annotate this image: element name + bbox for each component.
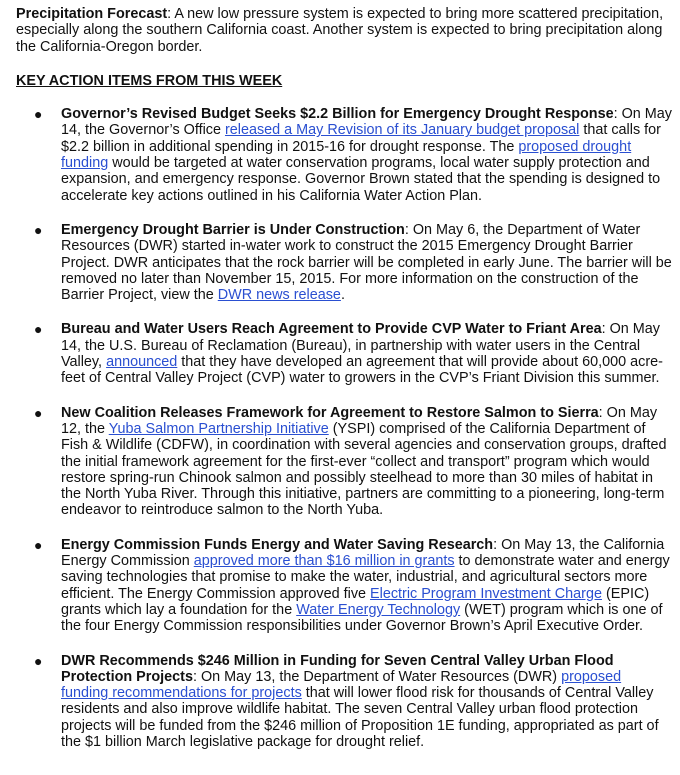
inline-link[interactable]: proposed funding recommendations for projects [61,668,622,702]
body-text: : On May 14, the Governor’s Office [61,106,672,139]
action-item-title: Bureau and Water Users Reach Agreement to Provide CVP Water to Friant Area [61,321,602,338]
action-items-list [16,106,672,750]
body-text: that they have developed an agreement that will provide about 60,000 acre-feet of Central Valley Project (CVP) water to growers in the CVP’s Friant Division this summer. [61,354,663,387]
body-text: : On May 13, the Department of Water Resources (DWR) [192,668,562,685]
bullet-icon: ● [34,404,43,421]
inline-link[interactable]: Water Energy Technology [296,601,461,618]
intro-label: Precipitation Forecast [16,6,168,22]
inline-link[interactable]: DWR news release [217,287,341,304]
bullet-icon: ● [34,321,43,338]
inline-link[interactable]: released a May Revision of its January budget proposal [224,122,580,139]
action-item [16,405,672,519]
body-text: : On May 13, the California Energy Commission [61,536,665,570]
body-text: would be targeted at water conservation programs, local water supply protection and expansion, and emergency response. Governor Brown stated that the spending is designed to accelerate key actions outlined in his California Water Action Plan. [61,155,661,204]
body-text: that will lower flood risk for thousands of Central Valley residents and also improve wildlife habitat. The seven Central Valley urban flood protection projects will be funded from the $246 million of Proposition 1E funding, appropriated as part of the $1 billion March legislative package for drought relief. [61,685,659,750]
body-text: that calls for $2.2 billion in additional spending in 2015-16 for drought response. The [61,122,661,155]
action-item [16,106,672,204]
action-item-title: Governor’s Revised Budget Seeks $2.2 Billion for Emergency Drought Response [61,106,614,123]
section-heading: KEY ACTION ITEMS FROM THIS WEEK [16,72,283,89]
body-text: (YSPI) comprised of the California Department of Fish & Wildlife (CDFW), in coordination with several agencies and conservation groups, drafted the initial framework agreement for the first-ever “collect and transport” program which would restore spring-run Chinook salmon and possibly steelhead to more than 30 miles of habitat in the North Yuba River. Through this initiative, partners are committing to a pioneering, long-term endeavor to reintroduce salmon to the North Yuba. [61,420,667,519]
bullet-icon: ● [34,221,43,238]
intro-paragraph [16,6,672,55]
inline-link[interactable]: Electric Program Investment Charge [370,585,602,602]
body-text: : On May 6, the Department of Water Resources (DWR) started in-water work to construct the 2015 Emergency Drought Barrier Project. DWR anticipates that the rock barrier will be completed in early June. The barrier will be removed no later than November 15, 2015. For more information on the construction of the Barrier Project, view the [61,221,672,304]
body-text: : On May 12, the [61,404,658,437]
bullet-icon: ● [34,652,43,669]
action-item [16,653,672,751]
body-text: : On May 14, the U.S. Bureau of Reclamation (Bureau), in partnership with water users in the Central Valley, [61,321,660,371]
action-item-title: Energy Commission Funds Energy and Water Saving Research [61,536,494,553]
body-text: to demonstrate water and energy saving technologies that promise to make the water, industrial, and agricultural sectors more efficient. The Energy Commission approved five [61,553,670,602]
inline-link[interactable]: Yuba Salmon Partnership Initiative [108,420,329,437]
bullet-icon: ● [34,536,43,553]
inline-link[interactable]: proposed drought funding [61,138,632,172]
body-text: (EPIC) grants which lay a foundation for the [61,585,650,618]
action-item [16,537,672,635]
action-item [16,321,672,386]
action-item [16,222,672,303]
bullet-icon: ● [34,106,43,123]
inline-link[interactable]: announced [106,354,178,371]
inline-link[interactable]: approved more than $16 million in grants [193,553,455,570]
body-text: (WET) program which is one of the four Energy Commission responsibilities under Governor Brown’s April Executive Order. [61,601,663,635]
action-item-title: Emergency Drought Barrier is Under Construction [61,221,405,238]
action-item-title: New Coalition Releases Framework for Agreement to Restore Salmon to Sierra [61,404,599,421]
document-page [16,6,672,750]
action-item-title: DWR Recommends $246 Million in Funding for Seven Central Valley Urban Flood Protection Projects [61,652,614,685]
body-text: . [340,287,345,304]
intro-text: : A new low pressure system is expected to bring more scattered precipitation, especially along the southern California coast. Another system is expected to bring precipitation along the California-Oregon border. [16,6,664,55]
